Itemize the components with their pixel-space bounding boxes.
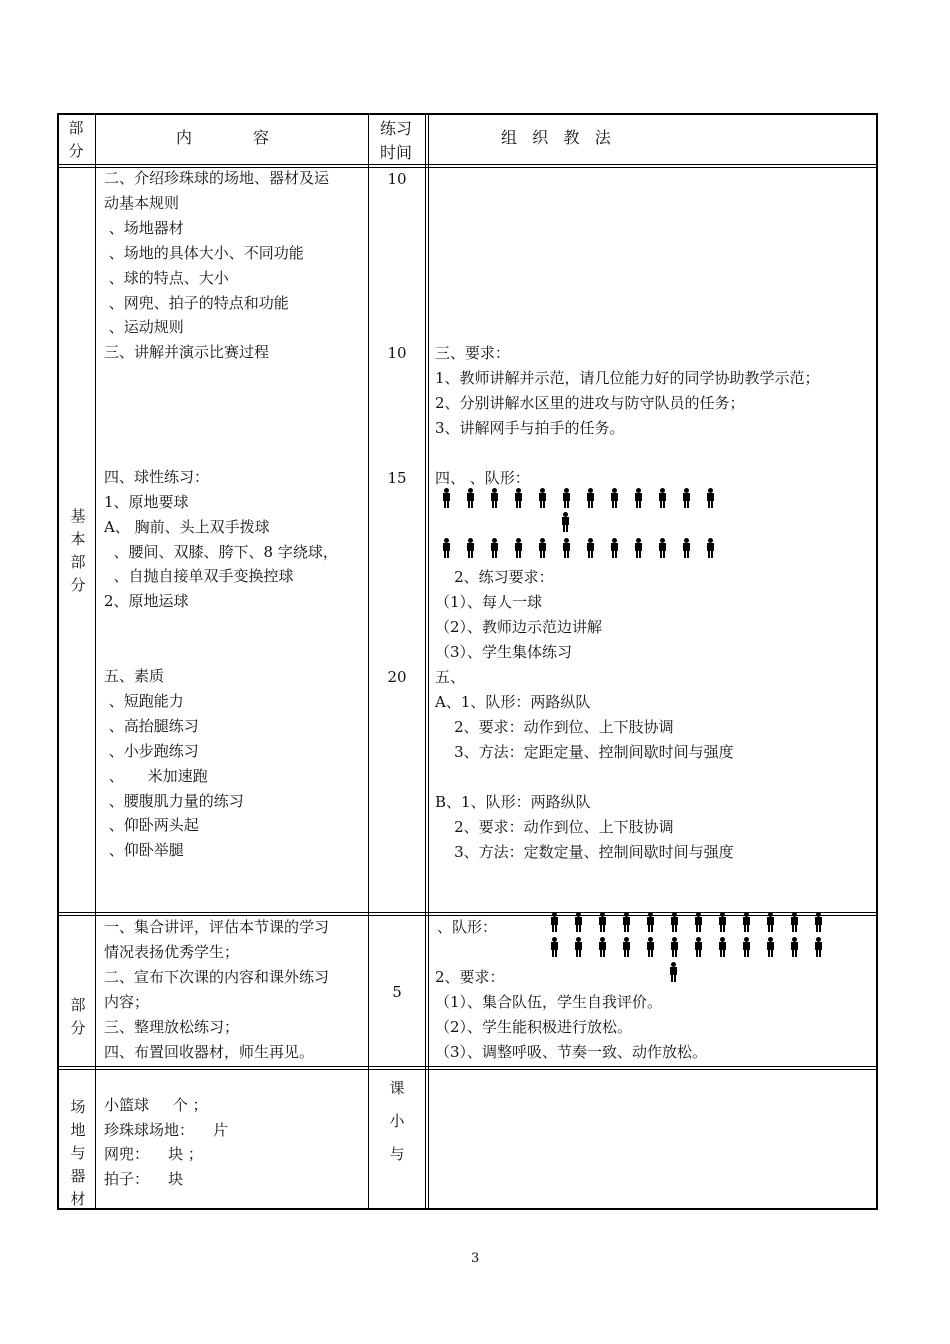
table-col-divider (95, 113, 96, 1210)
student-figure-icon (814, 937, 822, 957)
method-line: （3）、学生集体练习 (435, 643, 573, 661)
student-figure-icon (538, 538, 546, 558)
table-row-divider (57, 912, 878, 913)
content-line: 、腰间、双膝、胯下、8 字绕球， (104, 542, 338, 561)
student-figure-icon (706, 488, 714, 508)
method-line: （1）、每人一球 (435, 593, 543, 611)
content-line: 四、球性练习： (104, 467, 210, 486)
content-line: 、短跑能力 (104, 691, 184, 710)
page-number: 3 (471, 1251, 480, 1266)
student-figure-icon (682, 538, 690, 558)
student-figure-icon (490, 488, 498, 508)
student-figure-icon (622, 912, 630, 932)
student-figure-icon (790, 912, 798, 932)
student-figure-icon (514, 488, 522, 508)
content-line: 三、讲解并演示比赛过程 (104, 343, 270, 362)
method-line: 3、讲解网手与拍手的任务。 (435, 419, 625, 437)
content-line: 、运动规则 (104, 318, 184, 337)
student-figure-icon (742, 912, 750, 932)
student-figure-icon (550, 937, 558, 957)
content-line: 、仰卧两头起 (104, 816, 199, 835)
student-figure-icon (442, 538, 450, 558)
content-line: 、小步跑练习 (104, 741, 199, 760)
time-value: 15 (387, 469, 407, 487)
student-figure-icon (514, 538, 522, 558)
content-line: 四、布置回收器材，师生再见。 (104, 1043, 315, 1061)
student-figure-icon (622, 937, 630, 957)
section-basic-label: 基 本 部 分 (70, 507, 86, 594)
method-line: 2、要求：动作到位、上下肢协调 (435, 818, 674, 836)
header-part-text: 部 分 (68, 119, 84, 160)
content-line: 1、原地要球 (104, 492, 189, 511)
content-line: 内容； (104, 993, 150, 1011)
student-figure-icon (550, 912, 558, 932)
student-figure-icon (718, 937, 726, 957)
content-line: 网兜： 块 ； (104, 1145, 203, 1163)
table-col-divider (428, 113, 429, 1210)
table-col-divider (368, 113, 369, 1210)
content-line: 情况表扬优秀学生； (104, 943, 240, 961)
student-figure-icon (694, 937, 702, 957)
table-border-bottom (57, 1208, 878, 1210)
method-line: 2、要求： (435, 968, 505, 986)
method-line: A、1、队形：两路纵队 (435, 693, 591, 711)
student-figure-icon (562, 488, 570, 508)
header-content: 内 容 (176, 128, 270, 147)
end-formation-label: 、队形： (437, 918, 498, 936)
student-figure-icon (646, 937, 654, 957)
student-figure-icon (610, 538, 618, 558)
method-line: 3、方法：定数定量、控制间歇时间与强度 (435, 843, 734, 861)
student-figure-icon (598, 912, 606, 932)
content-line: 、高抬腿练习 (104, 716, 199, 735)
side-note: 与 (389, 1145, 405, 1163)
student-figure-icon (586, 488, 594, 508)
method-line: （2）、教师边示范边讲解 (435, 618, 603, 636)
method-line: （3）、调整呼吸、节奏一致、动作放松。 (435, 1043, 708, 1061)
side-note: 课 (389, 1079, 405, 1097)
table-row-divider (57, 1066, 878, 1067)
content-line: 二、介绍珍珠球的场地、器材及运 (104, 169, 330, 187)
content-line: 一、集合讲评，评估本节课的学习 (104, 918, 330, 936)
student-figure-icon (766, 912, 774, 932)
table-row-divider (57, 1069, 878, 1070)
student-figure-icon (538, 488, 546, 508)
method-line: 2、要求：动作到位、上下肢协调 (435, 718, 674, 736)
student-figure-icon (658, 538, 666, 558)
method-formation-title: 四、 、队形： (435, 469, 530, 487)
content-line: 珍珠球场地： 片 (104, 1120, 229, 1139)
time-value: 10 (387, 344, 407, 362)
content-line: 、网兜、拍子的特点和功能 (104, 293, 289, 312)
side-note: 小 (389, 1112, 405, 1130)
header-part (66, 117, 86, 163)
section-end-label: 部 分 (70, 996, 86, 1037)
student-figure-icon (718, 912, 726, 932)
method-line: 五、 (435, 668, 466, 686)
method-line: 三、要求： (435, 344, 511, 362)
table-border-top (57, 113, 878, 115)
content-line: 、 米加速跑 (104, 766, 208, 785)
student-figure-icon (610, 488, 618, 508)
content-line: 、自抛自接单双手变换控球 (104, 567, 294, 586)
table-col-divider (425, 113, 426, 1210)
student-figure-icon (466, 538, 474, 558)
content-line: 、场地的具体大小、不同功能 (104, 243, 304, 262)
table-border-left (57, 113, 59, 1210)
time-value: 5 (392, 983, 402, 1001)
content-line: 二、宣布下次课的内容和课外练习 (104, 968, 330, 986)
time-value: 20 (387, 668, 407, 686)
content-line: 动基本规则 (104, 193, 180, 212)
student-figure-icon (466, 488, 474, 508)
student-figure-icon (669, 962, 677, 982)
content-line: 2、原地运球 (104, 592, 189, 611)
content-line: 、球的特点、大小 (104, 268, 229, 287)
method-line: 2、分别讲解水区里的进攻与防守队员的任务； (435, 394, 745, 412)
student-figure-icon (694, 912, 702, 932)
student-figure-icon (814, 912, 822, 932)
table-border-right (876, 113, 878, 1210)
content-line: 、腰腹肌力量的练习 (104, 791, 244, 810)
student-figure-icon (682, 488, 690, 508)
content-line: 小篮球 个 ； (104, 1096, 208, 1114)
content-line: 拍子： 块 (104, 1169, 184, 1188)
time-value: 10 (387, 170, 407, 188)
table-row-divider (57, 164, 878, 165)
student-figure-icon (598, 937, 606, 957)
method-line: （2）、学生能积极进行放松。 (435, 1018, 633, 1036)
student-figure-icon (646, 912, 654, 932)
student-figure-icon (561, 512, 569, 532)
content-line: 三、整理放松练习； (104, 1018, 240, 1036)
content-line: A、 胸前、头上双手拨球 (104, 517, 270, 536)
content-line: 五、素质 (104, 667, 165, 685)
method-line: 1、教师讲解并示范，请几位能力好的同学协助教学示范； (435, 369, 820, 387)
method-line: 3、方法：定距定量、控制间歇时间与强度 (435, 743, 734, 761)
student-figure-icon (706, 538, 714, 558)
content-line: 、场地器材 (104, 218, 184, 237)
section-equipment-label: 场 地 与 器 材 (70, 1098, 86, 1208)
student-figure-icon (790, 937, 798, 957)
header-method: 组 织 教 法 (501, 128, 611, 147)
student-figure-icon (562, 538, 570, 558)
header-time: 练习 时间 (380, 119, 413, 162)
student-figure-icon (634, 538, 642, 558)
student-figure-icon (574, 937, 582, 957)
student-figure-icon (442, 488, 450, 508)
content-line: 、仰卧举腿 (104, 841, 184, 860)
student-figure-icon (670, 937, 678, 957)
student-figure-icon (586, 538, 594, 558)
method-line: （1）、集合队伍，学生自我评价。 (435, 993, 663, 1011)
student-figure-icon (742, 937, 750, 957)
student-figure-icon (634, 488, 642, 508)
student-figure-icon (574, 912, 582, 932)
method-line: B、1、队形：两路纵队 (435, 793, 591, 811)
student-figure-icon (490, 538, 498, 558)
method-line: 2、练习要求： (435, 568, 554, 586)
student-figure-icon (658, 488, 666, 508)
student-figure-icon (670, 912, 678, 932)
student-figure-icon (766, 937, 774, 957)
